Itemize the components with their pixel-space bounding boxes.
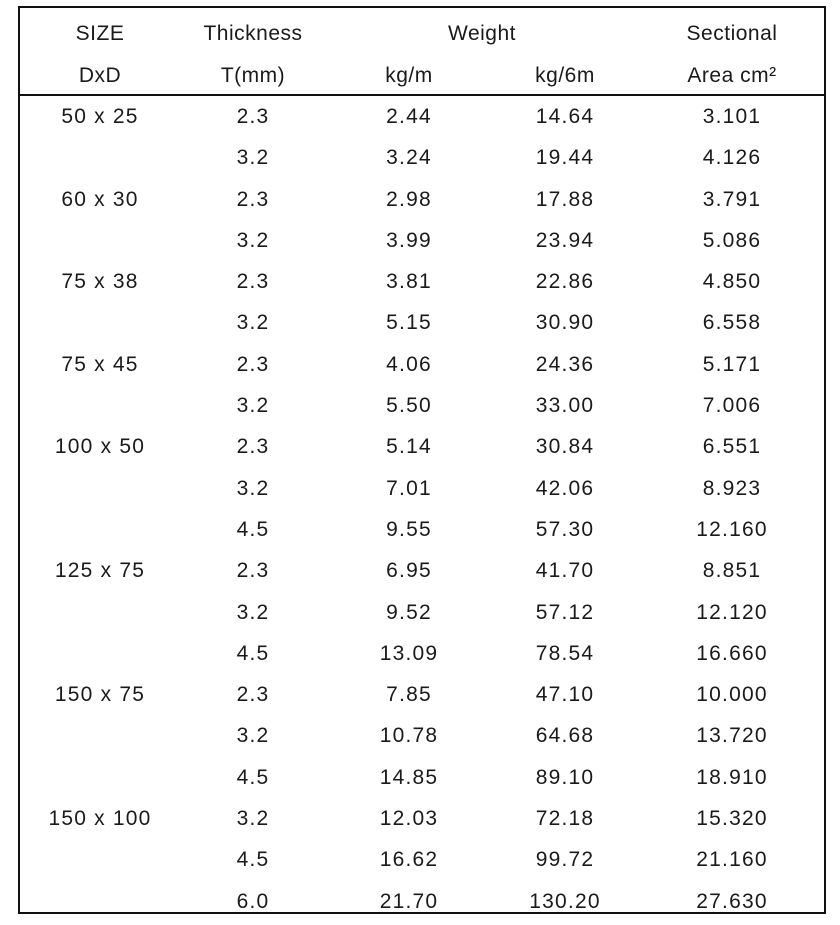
weight-kg-per-m-cell: 12.03 (379, 807, 439, 831)
table-row (20, 713, 824, 754)
weight-kg-per-m-cell: 21.70 (379, 889, 439, 913)
size-cell (20, 507, 180, 548)
weight-kg-per-6m-cell: 17.88 (535, 187, 595, 211)
sectional-area-cell: 15.320 (696, 807, 768, 831)
size-cell (20, 590, 180, 631)
weight-kg-per-m-cell: 9.52 (386, 600, 432, 624)
weight-kg-per-m-cell: 3.24 (386, 146, 432, 170)
thickness-cell: 3.2 (236, 394, 270, 418)
area-unit-header: Area cm² (687, 64, 777, 87)
size-header: SIZE (75, 22, 125, 45)
thickness-cell: 3.2 (236, 146, 270, 170)
thickness-cell: 2.3 (236, 270, 270, 294)
sectional-area-cell: 4.850 (702, 270, 762, 294)
size-cell: 50 x 25 (61, 105, 139, 128)
header-row-2 (20, 56, 824, 96)
size-cell (20, 713, 180, 754)
table-row (20, 507, 824, 548)
sectional-area-cell: 7.006 (702, 394, 762, 418)
sectional-area-cell: 6.558 (702, 311, 762, 335)
thickness-cell: 6.0 (236, 889, 270, 913)
size-cell (20, 218, 180, 259)
sectional-area-cell: 12.120 (696, 600, 768, 624)
weight-kg-per-m-cell: 3.81 (386, 270, 432, 294)
table-row (20, 631, 824, 672)
weight-kg-per-6m-cell: 30.90 (535, 311, 595, 335)
sectional-area-cell: 16.660 (696, 641, 768, 665)
table-row (20, 424, 824, 465)
size-cell (20, 755, 180, 796)
weight-kg-per-6m-cell: 41.70 (535, 559, 595, 583)
thickness-cell: 4.5 (236, 848, 270, 872)
sectional-area-cell: 3.791 (702, 187, 762, 211)
weight-kg-per-6m-cell: 19.44 (535, 146, 595, 170)
weight-kg-per-m-cell: 4.06 (386, 352, 432, 376)
thickness-cell: 4.5 (236, 765, 270, 789)
table-row (20, 94, 824, 135)
weight-kg-per-6m-cell: 89.10 (535, 765, 595, 789)
thickness-cell: 2.3 (236, 105, 270, 128)
weight-kg-per-m-cell: 5.15 (386, 311, 432, 335)
sectional-area-cell: 18.910 (696, 765, 768, 789)
weight-kg-per-m-cell: 13.09 (379, 641, 439, 665)
thickness-cell: 4.5 (236, 641, 270, 665)
thickness-cell: 2.3 (236, 435, 270, 459)
thickness-cell: 2.3 (236, 352, 270, 376)
sectional-area-cell: 5.171 (702, 352, 762, 376)
size-cell (20, 466, 180, 507)
thickness-cell: 3.2 (236, 724, 270, 748)
size-cell: 75 x 38 (61, 270, 139, 294)
table-row (20, 837, 824, 878)
table-row (20, 342, 824, 383)
weight-kg-per-6m-cell: 57.12 (535, 600, 595, 624)
sectional-area-cell: 5.086 (702, 228, 762, 252)
size-cell (20, 837, 180, 878)
sectional-area-cell: 12.160 (696, 517, 768, 541)
size-cell: 150 x 100 (48, 807, 152, 831)
table-row (20, 135, 824, 176)
sectional-area-cell: 27.630 (696, 889, 768, 913)
table-row (20, 755, 824, 796)
thickness-cell: 2.3 (236, 187, 270, 211)
weight-kg-per-6m-cell: 23.94 (535, 228, 595, 252)
table-row (20, 879, 824, 920)
sectional-area-cell: 8.923 (702, 476, 762, 500)
table-row (20, 466, 824, 507)
size-cell (20, 135, 180, 176)
thickness-cell: 3.2 (236, 600, 270, 624)
weight-kg-per-6m-cell: 47.10 (535, 683, 595, 707)
weight-kg-per-m-cell: 10.78 (379, 724, 439, 748)
sectional-area-cell: 10.000 (696, 683, 768, 707)
weight-kg-per-6m-cell: 78.54 (535, 641, 595, 665)
weight-header: Weight (448, 22, 516, 45)
weight-kg-per-m-cell: 5.50 (386, 394, 432, 418)
thickness-cell: 2.3 (236, 559, 270, 583)
weight-kg-per-6m-cell: 64.68 (535, 724, 595, 748)
size-unit-header: DxD (78, 64, 122, 87)
weight-kg-per-6m-cell: 130.20 (529, 889, 601, 913)
table-row (20, 548, 824, 589)
thickness-cell: 4.5 (236, 517, 270, 541)
weight-kg-per-6m-cell: 57.30 (535, 517, 595, 541)
weight-kg-per-m-cell: 2.98 (386, 187, 432, 211)
sectional-area-cell: 8.851 (702, 559, 762, 583)
table-row (20, 177, 824, 218)
size-cell (20, 300, 180, 341)
weight-kg-per-6m-cell: 22.86 (535, 270, 595, 294)
header-row-1 (20, 14, 824, 54)
weight-per-m-header: kg/m (385, 64, 433, 87)
sectional-area-cell: 21.160 (696, 848, 768, 872)
weight-kg-per-m-cell: 16.62 (379, 848, 439, 872)
weight-kg-per-6m-cell: 42.06 (535, 476, 595, 500)
thickness-unit-header: T(mm) (220, 64, 286, 87)
weight-kg-per-m-cell: 5.14 (386, 435, 432, 459)
weight-per-6m-header: kg/6m (535, 64, 595, 87)
weight-kg-per-m-cell: 2.44 (386, 105, 432, 128)
weight-kg-per-m-cell: 14.85 (379, 765, 439, 789)
thickness-cell: 3.2 (236, 476, 270, 500)
size-cell: 75 x 45 (61, 352, 139, 376)
table-row (20, 218, 824, 259)
table-row (20, 796, 824, 837)
weight-kg-per-6m-cell: 30.84 (535, 435, 595, 459)
weight-kg-per-m-cell: 9.55 (386, 517, 432, 541)
size-cell (20, 631, 180, 672)
table-row (20, 590, 824, 631)
size-cell (20, 879, 180, 920)
weight-kg-per-m-cell: 3.99 (386, 228, 432, 252)
weight-kg-per-6m-cell: 72.18 (535, 807, 595, 831)
weight-kg-per-m-cell: 6.95 (386, 559, 432, 583)
sectional-area-cell: 6.551 (702, 435, 762, 459)
thickness-cell: 2.3 (236, 683, 270, 707)
weight-kg-per-6m-cell: 33.00 (535, 394, 595, 418)
spec-table (18, 6, 826, 914)
weight-kg-per-m-cell: 7.85 (386, 683, 432, 707)
sectional-area-cell: 13.720 (696, 724, 768, 748)
thickness-cell: 3.2 (236, 228, 270, 252)
thickness-header: Thickness (203, 22, 303, 45)
thickness-cell: 3.2 (236, 311, 270, 335)
table-row (20, 300, 824, 341)
weight-kg-per-6m-cell: 99.72 (535, 848, 595, 872)
size-cell: 150 x 75 (54, 683, 146, 707)
size-cell: 100 x 50 (54, 435, 146, 459)
size-cell (20, 383, 180, 424)
weight-kg-per-6m-cell: 24.36 (535, 352, 595, 376)
table-row (20, 672, 824, 713)
weight-kg-per-6m-cell: 14.64 (535, 105, 595, 128)
sectional-area-header: Sectional (686, 22, 778, 45)
size-cell: 60 x 30 (61, 187, 139, 211)
table-row (20, 383, 824, 424)
sectional-area-cell: 3.101 (702, 105, 762, 128)
sectional-area-cell: 4.126 (702, 146, 762, 170)
size-cell: 125 x 75 (54, 559, 146, 583)
table-body (20, 94, 824, 920)
table-row (20, 259, 824, 300)
thickness-cell: 3.2 (236, 807, 270, 831)
weight-kg-per-m-cell: 7.01 (386, 476, 432, 500)
